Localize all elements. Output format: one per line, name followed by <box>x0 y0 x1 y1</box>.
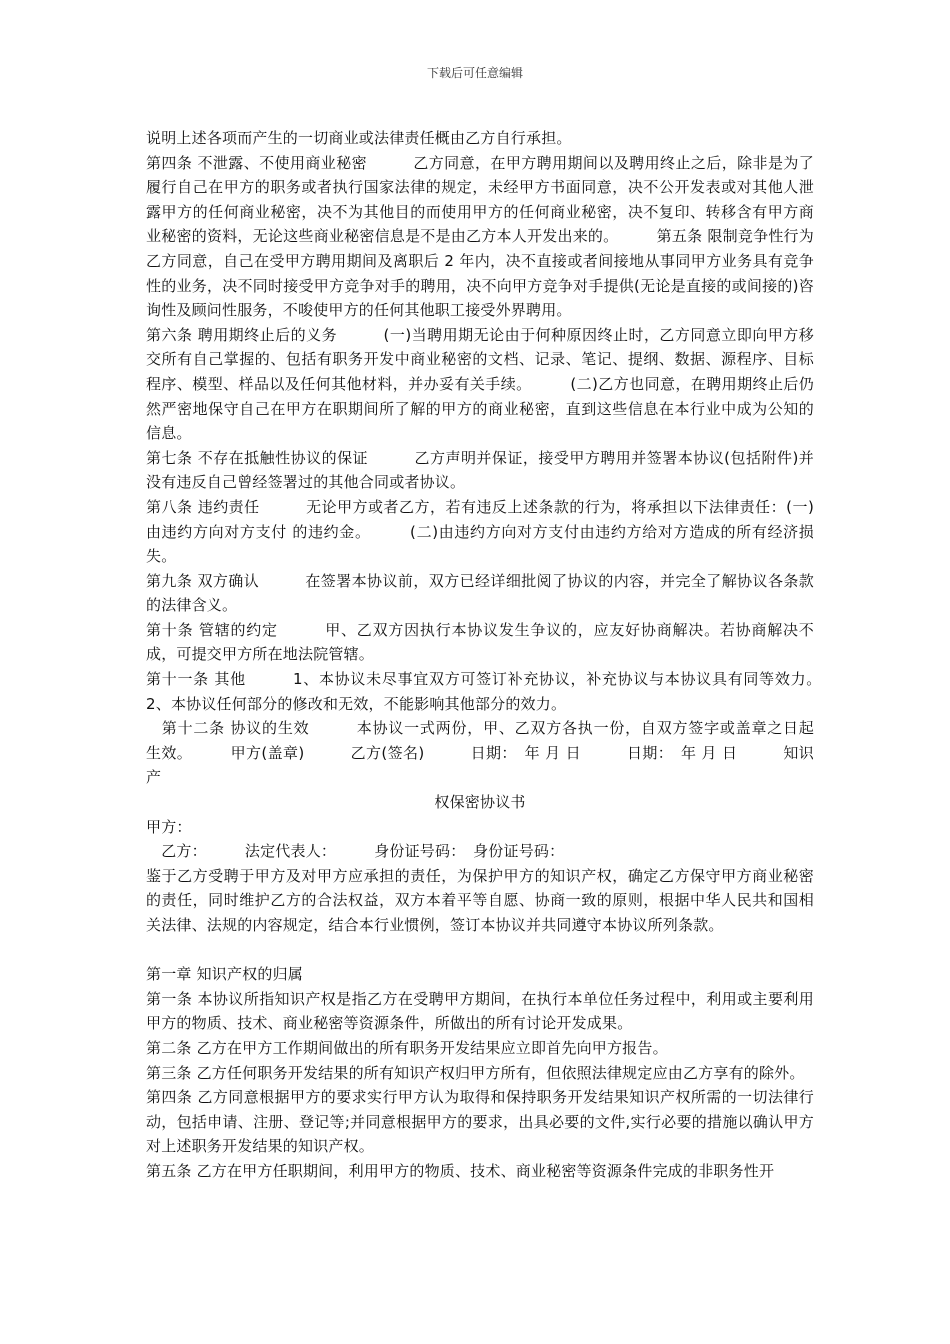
paragraph: 第五条 乙方在甲方任职期间，利用甲方的物质、技术、商业秘密等资源条件完成的非职务性开 <box>146 1161 775 1180</box>
document-title: 权保密协议书 <box>434 793 526 812</box>
paragraph: 第九条 双方确认 在签署本协议前，双方已经详细批阅了协议的内容，并完全了解协议各条款的法律含义。 <box>146 571 814 615</box>
paragraph: 甲方： <box>146 817 192 836</box>
paragraph: 第四条 不泄露、不使用商业秘密 乙方同意，在甲方聘用期间以及聘用终止之后，除非是为了履行自己在甲方的职务或者执行国家法律的规定，未经甲方书面同意，决不公开发表或对其他人泄露甲方的任何商业秘密，决不为其他目的而使用甲方的任何商业秘密，决不复印、转移含有甲方商业秘密的资料，无论这些商业秘密信息是不是由乙方本人开发出来的。 第五条 限制竞争性行为 乙方同意，自己在受甲方聘用期间及离职后 2 年内，决不直接或者间接地从事同甲方业务具有竞争性的业务，决不同时接受甲方竞争对手的聘用，决不向甲方竞争对手提供(无论是直接的或间接的)咨询性及顾问性服务，不唆使甲方的任何其他职工接受外界聘用。 <box>146 153 860 320</box>
paragraph: 第十一条 其他 1、本协议未尽事宜双方可签订补充协议，补充协议与本协议具有同等效力。 2、本协议任何部分的修改和无效，不能影响其他部分的效力。 <box>146 670 860 713</box>
paragraph: 第三条 乙方任何职务开发结果的所有知识产权归甲方所有，但依照法律规定应由乙方享有的除外。 <box>146 1063 805 1082</box>
document-body <box>146 126 860 1184</box>
paragraph: 第一章 知识产权的归属 <box>146 965 303 984</box>
page-header: 下载后可任意编辑 <box>426 66 523 80</box>
paragraph: 第二条 乙方在甲方工作期间做出的所有职务开发结果应立即首先向甲方报告。 <box>146 1038 668 1057</box>
paragraph: 第一条 本协议所指知识产权是指乙方在受聘甲方期间，在执行本单位任务过程中，利用或主要利用甲方的物质、技术、商业秘密等资源条件，所做出的所有讨论开发成果。 <box>146 989 814 1033</box>
paragraph: 第七条 不存在抵触性协议的保证 乙方声明并保证，接受甲方聘用并签署本协议(包括附件)并没有违反自己曾经签署过的其他合同或者协议。 <box>146 448 814 492</box>
blank-line <box>146 938 814 963</box>
paragraph: 第六条 聘用期终止后的义务 (一)当聘用期无论由于何种原因终止时，乙方同意立即向甲方移交所有自己掌握的、包括有职务开发中商业秘密的文档、记录、笔记、提纲、数据、源程序、目标程序、模型、样品以及任何其他材料，并办妥有关手续。 (二)乙方也同意，在聘用期终止后仍然严密地保守自己在甲方在职期间所了解的甲方的商业秘密，直到这些信息在本行业中成为公知的信息。 <box>146 325 814 443</box>
paragraph: 说明上述各项而产生的一切商业或法律责任概由乙方自行承担。 <box>146 129 572 147</box>
paragraph: 第十条 管辖的约定 甲、乙双方因执行本协议发生争议的，应友好协商解决。若协商解决不成，可提交甲方所在地法院管辖。 <box>146 620 814 664</box>
paragraph: 第四条 乙方同意根据甲方的要求实行甲方认为取得和保持职务开发结果知识产权所需的一切法律行动，包括申请、注册、登记等;并同意根据甲方的要求，出具必要的文件,实行必要的措施以确认甲方对上述职务开发结果的知识产权。 <box>146 1088 814 1156</box>
paragraph: 第十二条 协议的生效 本协议一式两份，甲、乙双方各执一份，自双方签字或盖章之日起 生效。 甲方(盖章) 乙方(签名) 日期： 年 月 日 日期： 年 月 日 知识产 <box>146 719 830 787</box>
paragraph: 第八条 违约责任 无论甲方或者乙方，若有违反上述条款的行为，将承担以下法律责任：(一)由违约方向对方支付 的违约金。 (二)由违约方向对方支付由违约方给对方造成的所有经济损失。 <box>146 497 814 566</box>
paragraph: 鉴于乙方受聘于甲方及对甲方应承担的责任，为保护甲方的知识产权，确定乙方保守甲方商业秘密的责任，同时维护乙方的合法权益，双方本着平等自愿、协商一致的原则，根据中华人民共和国相关法律、法规的内容规定，结合本行业惯例，签订本协议并共同遵守本协议所列条款。 <box>146 866 814 934</box>
paragraph: 乙方： 法定代表人： 身份证号码： 身份证号码： <box>146 842 565 861</box>
